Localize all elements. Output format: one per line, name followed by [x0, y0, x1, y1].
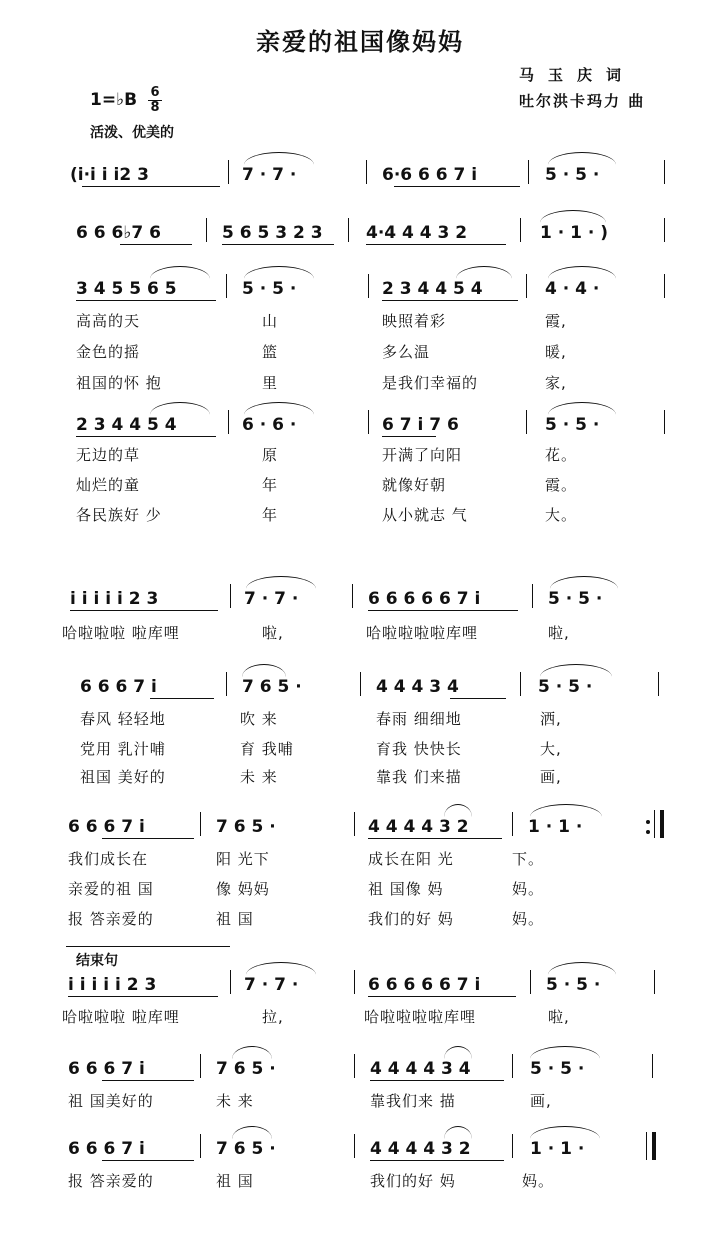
lyric: 山 [262, 312, 279, 330]
lyric: 报 答亲爱的 [68, 910, 154, 928]
lyric: 拉, [262, 1008, 284, 1026]
beam [368, 610, 518, 611]
measure: 4 4 4 4 3 2 [368, 817, 469, 837]
measure: 5 · 5 · [546, 975, 601, 995]
barline [228, 160, 229, 184]
lyric: 未 来 [216, 1092, 254, 1110]
measure: 7 · 7 · [242, 165, 297, 185]
barline [354, 1054, 355, 1078]
coda-label: 结束句 [76, 953, 118, 969]
measure: (i·i i i2 3 [70, 165, 149, 185]
lyric: 育我 快快长 [376, 740, 462, 758]
lyric: 大, [540, 740, 562, 758]
coda-rule [66, 946, 230, 947]
barline [230, 970, 231, 994]
measure: 1 · 1 · ) [540, 223, 609, 243]
meter-top: 6 [150, 85, 160, 100]
barline [526, 274, 527, 298]
barline [228, 410, 229, 434]
barline [368, 410, 369, 434]
slur [246, 576, 316, 589]
barline [226, 672, 227, 696]
slur [548, 962, 616, 975]
lyric: 党用 乳汁哺 [80, 740, 166, 758]
lyric: 报 答亲爱的 [68, 1172, 154, 1190]
measure: i i i i i 2 3 [70, 589, 159, 609]
beam [102, 1080, 194, 1081]
measure: 7 · 7 · [244, 589, 299, 609]
measure: 1 · 1 · [528, 817, 583, 837]
repeat-dot [646, 820, 650, 824]
barline [230, 584, 231, 608]
slur [232, 1046, 272, 1059]
barline [520, 218, 521, 242]
beam [120, 244, 192, 245]
barline [664, 274, 665, 298]
lyric: 祖 国像 妈 [368, 880, 444, 898]
lyric: 大。 [545, 506, 578, 524]
barline [354, 812, 355, 836]
lyric: 祖 国美好的 [68, 1092, 154, 1110]
barline [530, 970, 531, 994]
barline [354, 970, 355, 994]
final-barline [652, 1132, 656, 1160]
barline [512, 1134, 513, 1158]
beam [370, 1160, 504, 1161]
lyric: 哈啦啦啦 啦库哩 [62, 624, 180, 642]
barline [368, 274, 369, 298]
measure: 5 · 5 · [548, 589, 603, 609]
lyric: 妈。 [522, 1172, 555, 1190]
measure: 4·4 4 4 3 2 [366, 223, 468, 243]
repeat-dot [646, 830, 650, 834]
barline [664, 410, 665, 434]
barline [646, 1132, 647, 1160]
barline [526, 410, 527, 434]
meter-bottom: 8 [148, 100, 162, 115]
lyric: 像 妈妈 [216, 880, 270, 898]
lyric: 多么温 [382, 343, 431, 361]
lyric: 年 [262, 476, 279, 494]
measure: 7 · 7 · [244, 975, 299, 995]
lyric: 哈啦啦啦啦库哩 [364, 1008, 477, 1026]
lyric: 未 来 [240, 768, 278, 786]
lyric: 春雨 细细地 [376, 710, 462, 728]
barline [366, 160, 367, 184]
measure: 4 4 4 4 3 4 [370, 1059, 471, 1079]
lyric: 暖, [545, 343, 567, 361]
lyric: 啦, [262, 624, 284, 642]
measure: 6 6 6 6 6 7 i [368, 975, 481, 995]
lyric: 高高的天 [76, 312, 141, 330]
lyric: 灿烂的童 [76, 476, 141, 494]
key-signature: 1=♭B [90, 90, 138, 110]
lyric: 祖 国 [216, 910, 254, 928]
barline [352, 584, 353, 608]
lyric: 画, [540, 768, 562, 786]
lyric: 我们的好 妈 [370, 1172, 456, 1190]
time-signature [148, 86, 162, 115]
lyric: 靠我们来 描 [370, 1092, 456, 1110]
measure: 7 6 5 · [216, 1139, 276, 1159]
lyric: 祖国的怀 抱 [76, 374, 162, 392]
beam [370, 1080, 504, 1081]
slur [550, 576, 618, 589]
measure: 5 · 5 · [530, 1059, 585, 1079]
measure: 6 6 6 7 i [68, 1139, 145, 1159]
beam [102, 1160, 194, 1161]
lyric: 花。 [545, 446, 578, 464]
barline [206, 218, 207, 242]
lyric: 啦, [548, 624, 570, 642]
measure: 6 6 6 7 i [68, 1059, 145, 1079]
barline [348, 218, 349, 242]
lyric: 是我们幸福的 [382, 374, 479, 392]
slur [530, 1046, 600, 1059]
slur [548, 402, 616, 415]
tempo-marking: 活泼、优美的 [90, 125, 174, 141]
lyric: 就像好朝 [382, 476, 447, 494]
beam [368, 996, 516, 997]
beam [76, 300, 216, 301]
measure: 7 6 5 · [242, 677, 302, 697]
lyric: 哈啦啦啦 啦库哩 [62, 1008, 180, 1026]
barline [354, 1134, 355, 1158]
beam [102, 838, 194, 839]
slur [244, 402, 314, 415]
slur [150, 402, 210, 415]
lyric: 我们的好 妈 [368, 910, 454, 928]
measure: 7 6 5 · [216, 1059, 276, 1079]
measure: 6 6 6 7 i [80, 677, 157, 697]
barline [200, 812, 201, 836]
lyric: 阳 光下 [216, 850, 270, 868]
lyric: 靠我 们来描 [376, 768, 462, 786]
lyric: 无边的草 [76, 446, 141, 464]
lyric: 哈啦啦啦啦库哩 [366, 624, 479, 642]
barline [528, 160, 529, 184]
slur [444, 804, 472, 817]
repeat-end-barline [660, 810, 664, 838]
barline [512, 1054, 513, 1078]
slur [540, 664, 612, 677]
barline [520, 672, 521, 696]
beam [70, 610, 218, 611]
slur [232, 1126, 272, 1139]
measure: 5 · 5 · [545, 415, 600, 435]
lyric: 啦, [548, 1008, 570, 1026]
barline [658, 672, 659, 696]
barline [512, 812, 513, 836]
lyric: 洒, [540, 710, 562, 728]
lyric: 篮 [262, 343, 279, 361]
beam [68, 996, 218, 997]
slur [530, 1126, 600, 1139]
lyric: 霞, [545, 312, 567, 330]
measure: 2 3 4 4 5 4 [382, 279, 483, 299]
measure: 6 6 6 7 i [68, 817, 145, 837]
lyric: 画, [530, 1092, 552, 1110]
measure: 4 · 4 · [545, 279, 600, 299]
barline [226, 274, 227, 298]
measure: 1 · 1 · [530, 1139, 585, 1159]
measure: 5 · 5 · [242, 279, 297, 299]
slur [530, 804, 602, 817]
measure: 4 4 4 4 3 2 [370, 1139, 471, 1159]
beam [150, 698, 214, 699]
lyric: 里 [262, 374, 279, 392]
measure: 6 6 6 6 6 7 i [368, 589, 481, 609]
beam [366, 244, 506, 245]
barline [664, 160, 665, 184]
measure: 2 3 4 4 5 4 [76, 415, 177, 435]
measure: 5 · 5 · [545, 165, 600, 185]
measure: 5 · 5 · [538, 677, 593, 697]
measure: 4 4 4 3 4 [376, 677, 459, 697]
lyric: 妈。 [512, 880, 545, 898]
barline [654, 810, 655, 838]
lyric: 亲爱的祖 国 [68, 880, 154, 898]
lyric: 霞。 [545, 476, 578, 494]
slur [242, 664, 286, 677]
lyric: 从小就志 气 [382, 506, 468, 524]
measure: 6 · 6 · [242, 415, 297, 435]
lyric: 妈。 [512, 910, 545, 928]
beam [394, 186, 520, 187]
beam [222, 244, 334, 245]
lyric: 祖 国 [216, 1172, 254, 1190]
lyric: 各民族好 少 [76, 506, 162, 524]
lyric: 开满了向阳 [382, 446, 463, 464]
slur [548, 152, 616, 165]
lyric: 祖国 美好的 [80, 768, 166, 786]
slur [244, 152, 314, 165]
measure: 6 6 6♭7 6 [76, 223, 161, 243]
slur [150, 266, 210, 279]
beam [450, 698, 506, 699]
barline [360, 672, 361, 696]
barline [654, 970, 655, 994]
barline [200, 1134, 201, 1158]
slur [444, 1046, 472, 1059]
lyric: 原 [262, 446, 279, 464]
beam [382, 436, 436, 437]
slur [246, 962, 316, 975]
lyric: 成长在阳 光 [368, 850, 454, 868]
barline [652, 1054, 653, 1078]
slur [444, 1126, 472, 1139]
barline [532, 584, 533, 608]
measure: 6 7 i 7 6 [382, 415, 459, 435]
lyric: 下。 [512, 850, 545, 868]
measure: 7 6 5 · [216, 817, 276, 837]
lyric: 吹 来 [240, 710, 278, 728]
composer-credit: 吐尔洪卡玛力 曲 [519, 92, 646, 110]
song-title: 亲爱的祖国像妈妈 [256, 27, 464, 56]
measure: 3 4 5 5 6 5 [76, 279, 177, 299]
lyric: 金色的摇 [76, 343, 141, 361]
lyricist-credit: 马玉庆词 [519, 66, 636, 84]
beam [382, 300, 518, 301]
lyric: 年 [262, 506, 279, 524]
lyric: 映照着彩 [382, 312, 447, 330]
measure: i i i i i 2 3 [68, 975, 157, 995]
lyric: 育 我哺 [240, 740, 294, 758]
lyric: 家, [545, 374, 567, 392]
slur [540, 210, 606, 223]
lyric: 春风 轻轻地 [80, 710, 166, 728]
measure: 6·6 6 6 7 i [382, 165, 478, 185]
slur [548, 266, 616, 279]
slur [456, 266, 512, 279]
beam [82, 186, 220, 187]
lyric: 我们成长在 [68, 850, 149, 868]
measure: 5 6 5 3 2 3 [222, 223, 323, 243]
beam [76, 436, 216, 437]
barline [664, 218, 665, 242]
beam [368, 838, 502, 839]
barline [200, 1054, 201, 1078]
slur [244, 266, 314, 279]
